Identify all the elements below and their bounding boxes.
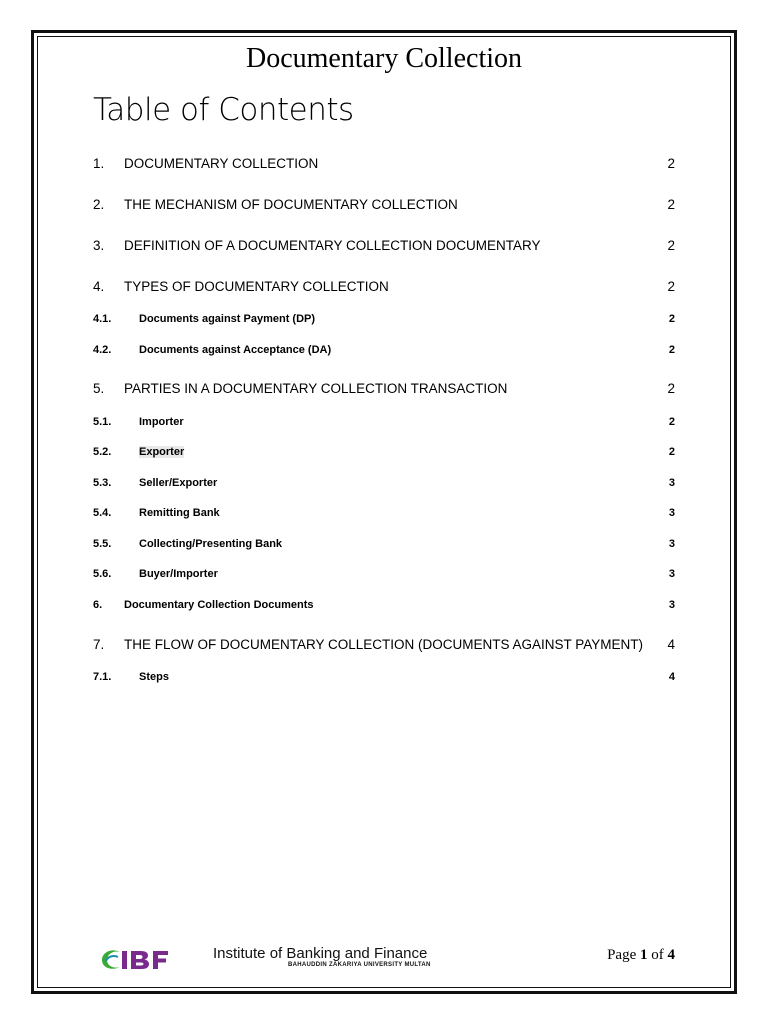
toc-entry-number: 3.	[93, 238, 105, 253]
page-number	[607, 947, 675, 964]
toc-entry-number: 5.4.	[93, 507, 112, 519]
university-name: BAHAUDDIN ZAKARIYA UNIVERSITY MULTAN	[288, 962, 431, 968]
toc-entry-number: 5.	[93, 381, 105, 396]
toc-entry-title: TYPES OF DOCUMENTARY COLLECTION	[124, 279, 389, 294]
toc-entry-page: 2	[667, 197, 675, 212]
toc-entry-title: THE FLOW OF DOCUMENTARY COLLECTION (DOCUMENTS AGAINST PAYMENT)	[124, 637, 644, 652]
toc-entry-title: Documents against Acceptance (DA)	[139, 344, 332, 356]
toc-entry-number: 1.	[93, 156, 105, 171]
toc-entry-title: Documentary Collection Documents	[124, 599, 314, 611]
toc-entry-page: 2	[668, 446, 675, 458]
toc-entry-title: Steps	[139, 671, 169, 683]
toc-entry-page: 3	[668, 568, 675, 580]
toc-entry-page: 4	[668, 671, 675, 683]
document-title: Documentary Collection	[245, 43, 523, 74]
toc-entry-page: 3	[668, 538, 675, 550]
toc-entry-number: 4.1.	[93, 313, 112, 325]
toc-entry-title: PARTIES IN A DOCUMENTARY COLLECTION TRANSACTION	[124, 381, 508, 396]
toc-entry-number: 5.2.	[93, 446, 112, 458]
toc-entry-number: 4.	[93, 279, 105, 294]
toc-entry-number: 5.1.	[93, 416, 112, 428]
toc-entry-title: Importer	[139, 416, 184, 428]
toc-entry-number: 5.6.	[93, 568, 112, 580]
toc-entry-number: 7.	[93, 637, 105, 652]
institute-name: Institute of Banking and Finance	[213, 945, 428, 962]
page-of: of	[651, 947, 664, 963]
toc-entry-title: Buyer/Importer	[139, 568, 218, 580]
toc-entry-page: 2	[668, 416, 675, 428]
toc-heading: Table of Contents	[93, 92, 354, 128]
toc-entry-title: DEFINITION OF A DOCUMENTARY COLLECTION DOCUMENTARY	[124, 238, 541, 253]
toc-entry-number: 5.5.	[93, 538, 112, 550]
toc-entry-number: 6.	[93, 599, 103, 611]
toc-entry-title: THE MECHANISM OF DOCUMENTARY COLLECTION	[124, 197, 458, 212]
toc-entry-title: Remitting Bank	[139, 507, 220, 519]
toc-entry-title: Documents against Payment (DP)	[139, 313, 316, 325]
toc-entry-page: 4	[667, 637, 675, 652]
ibf-logo	[98, 944, 184, 972]
toc-entry-page: 3	[668, 599, 675, 611]
toc-entry-page: 2	[667, 279, 675, 294]
page-current: 1	[640, 947, 648, 963]
toc-entry-title: DOCUMENTARY COLLECTION	[124, 156, 319, 171]
toc-entry-number: 5.3.	[93, 477, 112, 489]
page-total: 4	[667, 947, 675, 963]
toc-entry-number: 7.1.	[93, 671, 112, 683]
page-word: Page	[607, 947, 637, 963]
toc-entry-number: 4.2.	[93, 344, 112, 356]
toc-entry-page: 2	[667, 156, 675, 171]
toc-entry-number: 2.	[93, 197, 105, 212]
toc-entry-title: Collecting/Presenting Bank	[139, 538, 283, 550]
toc-entry-page: 2	[667, 238, 675, 253]
toc-entry-title: Seller/Exporter	[139, 477, 218, 489]
toc-entry-page: 2	[668, 313, 675, 325]
toc-entry-page: 2	[668, 344, 675, 356]
toc-entry-page: 2	[667, 381, 675, 396]
toc-entry-page: 3	[668, 477, 675, 489]
toc-entry-page: 3	[668, 507, 675, 519]
toc-entry-title: Exporter	[139, 446, 185, 458]
